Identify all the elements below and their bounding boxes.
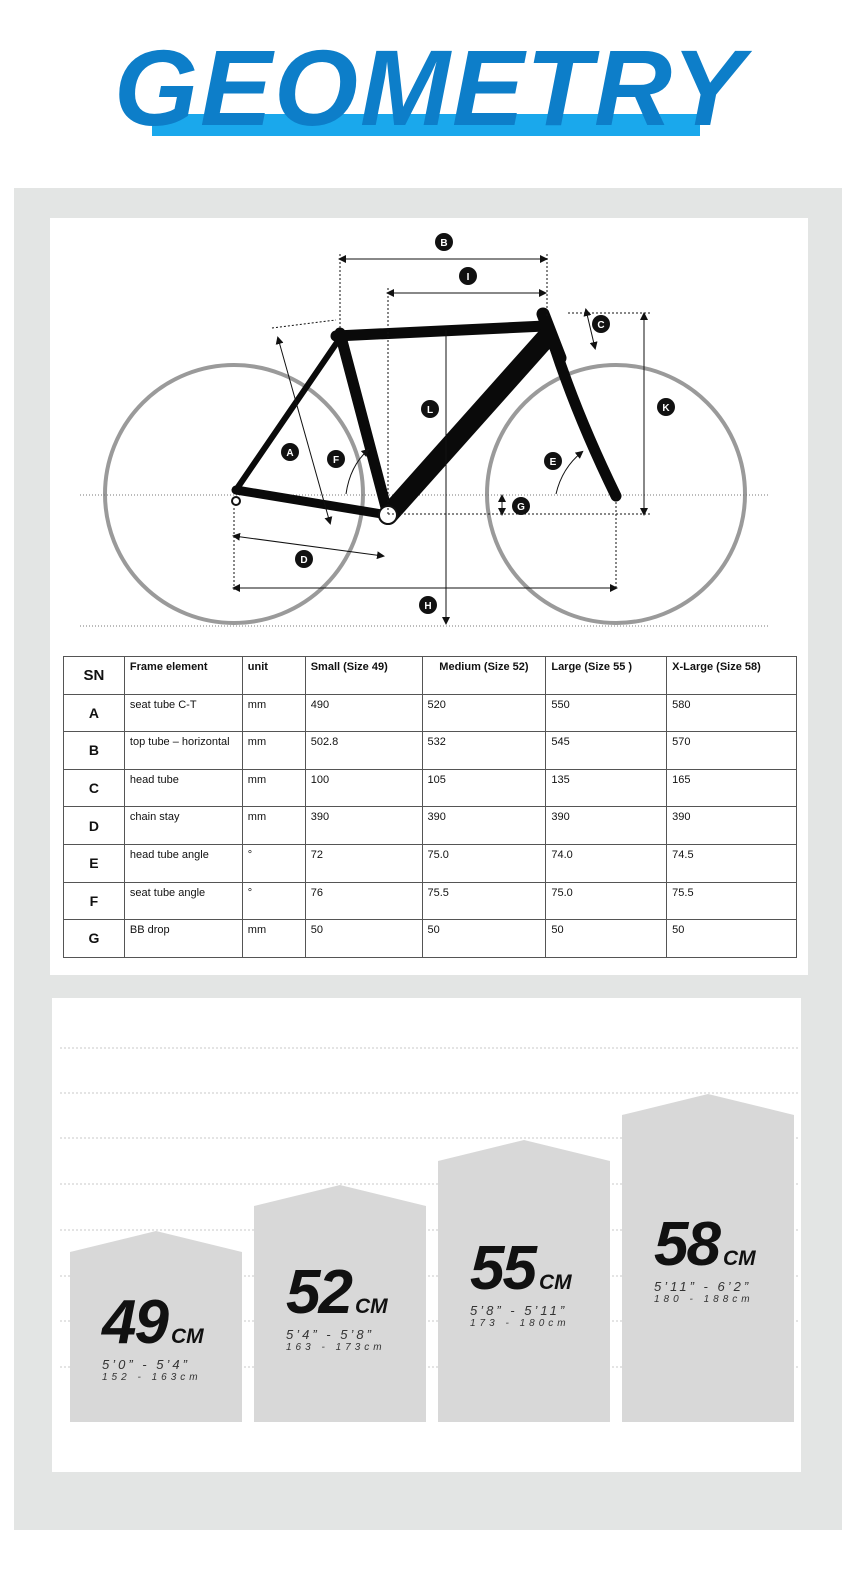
title-area [0, 27, 860, 148]
geometry-table [63, 656, 797, 958]
label-e [544, 452, 562, 470]
row-small: 50 [305, 920, 422, 958]
row-medium: 75.0 [422, 844, 546, 882]
svg-text:H: H [424, 601, 432, 612]
row-unit: mm [242, 769, 305, 807]
svg-text:I: I [466, 272, 470, 283]
header-large: Large (Size 55 ) [546, 657, 667, 695]
size-height-ft: 5’11” - 6’2” [654, 1279, 752, 1294]
bike-frame-diagram [50, 218, 808, 648]
row-sn: C [64, 769, 125, 807]
size-height-ft: 5’4” - 5’8” [286, 1327, 374, 1342]
size-unit: CM [354, 1295, 388, 1318]
row-xlarge: 50 [667, 920, 797, 958]
table-header-row [64, 657, 797, 695]
header-frame-element: Frame element [124, 657, 242, 695]
svg-text:B: B [440, 238, 448, 249]
row-sn: G [64, 920, 125, 958]
table-row [64, 694, 797, 732]
row-medium: 105 [422, 769, 546, 807]
size-number: 49 [102, 1288, 167, 1357]
size-height-cm: 163 - 173cm [286, 1342, 386, 1353]
size-number: 58 [654, 1210, 719, 1279]
row-unit: ° [242, 882, 305, 920]
row-small: 490 [305, 694, 422, 732]
size-height-ft: 5’8” - 5’11” [470, 1303, 568, 1318]
size-height-cm: 152 - 163cm [102, 1372, 202, 1383]
row-medium: 75.5 [422, 882, 546, 920]
row-small: 100 [305, 769, 422, 807]
row-large: 550 [546, 694, 667, 732]
row-unit: mm [242, 920, 305, 958]
label-f [327, 450, 345, 468]
table-row [64, 920, 797, 958]
header-xlarge: X-Large (Size 58) [667, 657, 797, 695]
row-large: 135 [546, 769, 667, 807]
row-element: head tube [124, 769, 242, 807]
label-b [435, 233, 453, 251]
header-medium: Medium (Size 52) [422, 657, 546, 695]
svg-text:A: A [286, 448, 294, 459]
row-large: 390 [546, 807, 667, 845]
row-sn: E [64, 844, 125, 882]
geometry-diagram-card [50, 218, 808, 975]
svg-text:L: L [426, 405, 434, 416]
size-label-58 [654, 1210, 756, 1305]
label-c [592, 315, 610, 333]
size-label-49 [102, 1288, 204, 1383]
row-xlarge: 580 [667, 694, 797, 732]
size-unit: CM [170, 1325, 204, 1348]
row-medium: 50 [422, 920, 546, 958]
size-number: 55 [470, 1234, 535, 1303]
row-xlarge: 75.5 [667, 882, 797, 920]
label-d [295, 550, 313, 568]
row-xlarge: 165 [667, 769, 797, 807]
label-h [419, 596, 437, 614]
row-sn: B [64, 732, 125, 770]
row-small: 72 [305, 844, 422, 882]
table-row [64, 844, 797, 882]
row-medium: 520 [422, 694, 546, 732]
row-element: BB drop [124, 920, 242, 958]
label-g [512, 497, 530, 515]
label-i [459, 267, 477, 285]
label-l [421, 400, 439, 418]
row-large: 75.0 [546, 882, 667, 920]
row-unit: ° [242, 844, 305, 882]
size-label-52 [286, 1258, 388, 1353]
row-element: head tube angle [124, 844, 242, 882]
row-small: 76 [305, 882, 422, 920]
row-element: top tube – horizontal [124, 732, 242, 770]
row-large: 74.0 [546, 844, 667, 882]
row-unit: mm [242, 694, 305, 732]
row-unit: mm [242, 807, 305, 845]
svg-text:C: C [597, 320, 605, 331]
size-number: 52 [286, 1258, 351, 1327]
svg-text:E: E [549, 457, 557, 468]
row-xlarge: 570 [667, 732, 797, 770]
row-element: chain stay [124, 807, 242, 845]
size-label-55 [470, 1234, 572, 1329]
svg-text:D: D [300, 555, 308, 566]
row-xlarge: 74.5 [667, 844, 797, 882]
size-chart-card [52, 998, 801, 1472]
svg-text:G: G [517, 502, 525, 513]
header-small: Small (Size 49) [305, 657, 422, 695]
label-a [281, 443, 299, 461]
row-element: seat tube C-T [124, 694, 242, 732]
table-row [64, 807, 797, 845]
row-sn: D [64, 807, 125, 845]
svg-text:K: K [662, 403, 670, 414]
row-sn: A [64, 694, 125, 732]
row-unit: mm [242, 732, 305, 770]
page-title: GEOMETRY [113, 27, 747, 148]
row-small: 502.8 [305, 732, 422, 770]
row-small: 390 [305, 807, 422, 845]
svg-text:F: F [332, 455, 340, 466]
size-unit: CM [722, 1247, 756, 1270]
table-row [64, 882, 797, 920]
row-large: 50 [546, 920, 667, 958]
header-unit: unit [242, 657, 305, 695]
row-sn: F [64, 882, 125, 920]
size-height-ft: 5’0” - 5’4” [102, 1357, 190, 1372]
row-xlarge: 390 [667, 807, 797, 845]
label-k [657, 398, 675, 416]
row-element: seat tube angle [124, 882, 242, 920]
size-height-cm: 173 - 180cm [470, 1318, 570, 1329]
row-medium: 532 [422, 732, 546, 770]
table-row [64, 769, 797, 807]
row-medium: 390 [422, 807, 546, 845]
size-unit: CM [538, 1271, 572, 1294]
row-large: 545 [546, 732, 667, 770]
header-sn: SN [64, 657, 125, 695]
size-height-cm: 180 - 188cm [654, 1294, 754, 1305]
table-row [64, 732, 797, 770]
